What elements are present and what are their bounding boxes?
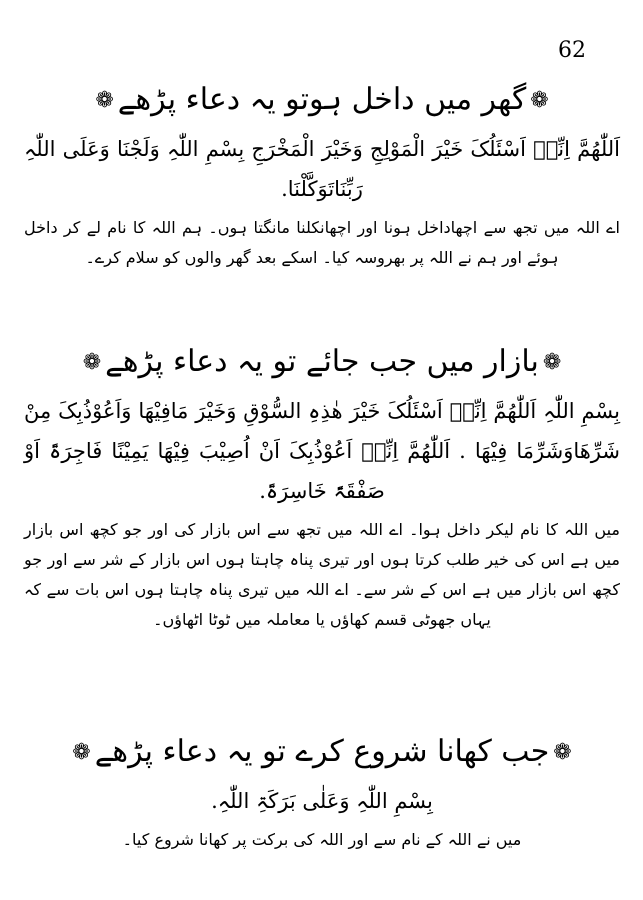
section-heading: [24, 340, 620, 385]
arabic-dua: اَللّٰھُمَّ اِنِّیۤ اَسْئَلُکَ خَیْرَ الْمَوْلِجِ وَخَیْرَ الْمَخْرَجِ بِسْمِ اللّٰہِ وَلَجْنَا وَعَلَی اللّٰہِ رَبِّنَاتَوَکَّلْنَا.: [24, 137, 620, 201]
urdu-translation: اے اللہ میں تجھ سے اچھاداخل ہونا اور اچھانکلنا مانگتا ہوں۔ ہم اللہ کا نام لے کر داخل ہوئے اور ہم نے اللہ پر بھروسہ کیا۔ اسکے بعد گھر والوں کو سلام کرے۔: [24, 218, 620, 267]
section-heading: [24, 78, 620, 123]
section-heading: [24, 730, 620, 775]
heading-text: بازار میں جب جائے تو یہ دعاء پڑھے: [105, 344, 539, 379]
page-number: 62: [558, 38, 586, 63]
arabic-dua: بِسْمِ اللّٰہِ وَعَلٰی بَرَکَۃِ اللّٰہِ.: [211, 789, 433, 813]
ornament-icon: ❁: [530, 88, 549, 113]
arabic-dua: بِسْمِ اللّٰہِ اَللّٰھُمَّ اِنِّیۤ اَسْئَلُکَ خَیْرَ ھٰذِہِ السُّوْقِ وَخَیْرَ مَافِیْھَا وَاَعُوْذُبِکَ مِنْ شَرِّھَاوَشَرِّمَا فِیْھَا . اَللّٰھُمَّ اِنِّیۤ اَعُوْذُبِکَ اَنْ اُصِیْبَ فِیْھَا یَمِیْنًا فَاجِرَۃً اَوْ صَفْقَۃً خَاسِرَۃً.: [24, 399, 620, 503]
section-before-eating: [24, 730, 620, 855]
ornament-icon: ❁: [82, 350, 102, 375]
section-market: [24, 340, 620, 635]
ornament-icon: ❁: [95, 88, 114, 113]
ornament-icon: ❁: [72, 740, 91, 765]
urdu-translation: میں نے اللہ کے نام سے اور اللہ کی برکت پر کھانا شروع کیا۔: [122, 830, 522, 849]
section-entering-home: [24, 78, 620, 273]
heading-text: گھر میں داخل ہوتو یہ دعاء پڑھے: [117, 82, 527, 117]
heading-text: جب کھانا شروع کرے تو یہ دعاء پڑھے: [94, 734, 550, 769]
urdu-translation: میں اللہ کا نام لیکر داخل ہوا۔ اے اللہ میں تجھ سے اس بازار کی اور جو کچھ اس بازار میں ہے اس کی خیر طلب کرتا ہوں اور تیری پناہ چاہتا ہوں اس بازار کے شر سے اور جو کچھ اس بازار میں ہے اس کے شر سے۔ اے اللہ میں تیری پناہ چاہتا ہوں اس بات سے کہ یہاں جھوٹی قسم کھاؤں یا معاملہ میں ٹوٹا اٹھاؤں۔: [24, 520, 620, 629]
ornament-icon: ❁: [542, 350, 562, 375]
ornament-icon: ❁: [553, 740, 572, 765]
